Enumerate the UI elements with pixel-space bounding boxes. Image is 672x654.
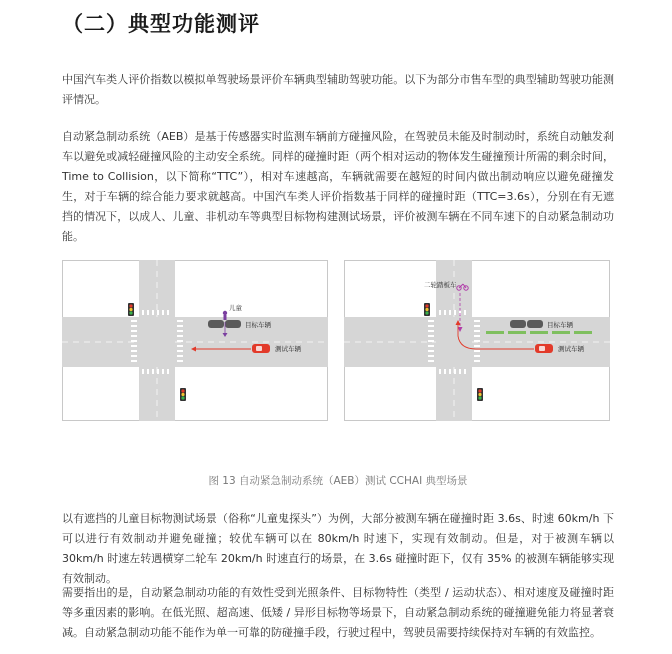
traffic-light-icon [424,303,430,316]
figure-child-scenario [62,260,328,421]
figure-bike-scenario [344,260,610,421]
target-car-label: 目标车辆 [547,321,573,329]
note-paragraph: 需要指出的是，自动紧急制动功能的有效性受到光照条件、目标物特性（类型 / 运动状态）、相对速度及碰撞时距等多重因素的影响。在低光照、超高速、低矮 / 异形目标物等场景下，自动紧急制动系统的碰撞避免能力将显著衰减。自动紧急制动功能不能作为单一可靠的防碰撞手段，行驶过程中，驾驶员需要持续保持对车辆的有效监控。 [62,586,614,639]
target-car-label: 目标车辆 [245,321,271,329]
traffic-light-icon [477,388,483,401]
traffic-light-icon [128,303,134,316]
bike-label: 二轮踏板车 [424,281,457,289]
aeb-paragraph: 自动紧急制动系统（AEB）是基于传感器实时监测车辆前方碰撞风险，在驾驶员未能及时制动时，系统自动触发刹车以避免或减轻碰撞风险的主动安全系统。同样的碰撞时距（两个相对运动的物体发生碰撞预计所需的剩余时间，Time to Collision，以下简称“TTC”），相对车速越高，车辆就需要在越短的时间内做出制动响应以避免碰撞发生，对于车辆的综合能力要求就越高。中国汽车类人评价指数基于同样的碰撞时距（TTC=3.6s），分别在有无遮挡的情况下，以成人、儿童、非机动车等典型目标物构建测试场景，评价被测车辆在不同车速下的自动紧急制动功能。 [62,130,614,243]
crosswalk-left [131,320,137,362]
test-car-icon [252,344,270,353]
child-label: 儿童 [229,304,242,312]
test-car-label: 测试车辆 [558,345,584,353]
crosswalk-right [177,320,183,362]
traffic-light-icon [180,388,186,401]
figure-caption: 图 13 自动紧急制动系统（AEB）测试 CCHAI 典型场景 [208,475,468,487]
section-title: （二）典型功能测评 [62,12,260,36]
test-car-icon [535,344,553,353]
intro-paragraph: 中国汽车类人评价指数以模拟单驾驶场景评价车辆典型辅助驾驶功能。以下为部分市售车型的典型辅助驾驶功能测评情况。 [62,73,614,106]
results-paragraph: 以有遮挡的儿童目标物测试场景（俗称“儿童鬼探头”）为例，大部分被测车辆在碰撞时距 3.6s、时速 60km/h 下可以进行有效制动并避免碰撞；较优车辆可以在 80km/h 时速下，实现有效制动。但是，对于被测车辆以 30km/h 时速左转遇横穿二轮车 20km/h 时速直行的场景，在 3.6s 碰撞时距下，仅有 35% 的被测车辆能够实现有效制动。 [62,512,614,585]
hedge-strip [486,331,592,334]
crosswalk-left [428,320,434,362]
crosswalk-right [474,320,480,362]
test-car-label: 测试车辆 [275,345,301,353]
